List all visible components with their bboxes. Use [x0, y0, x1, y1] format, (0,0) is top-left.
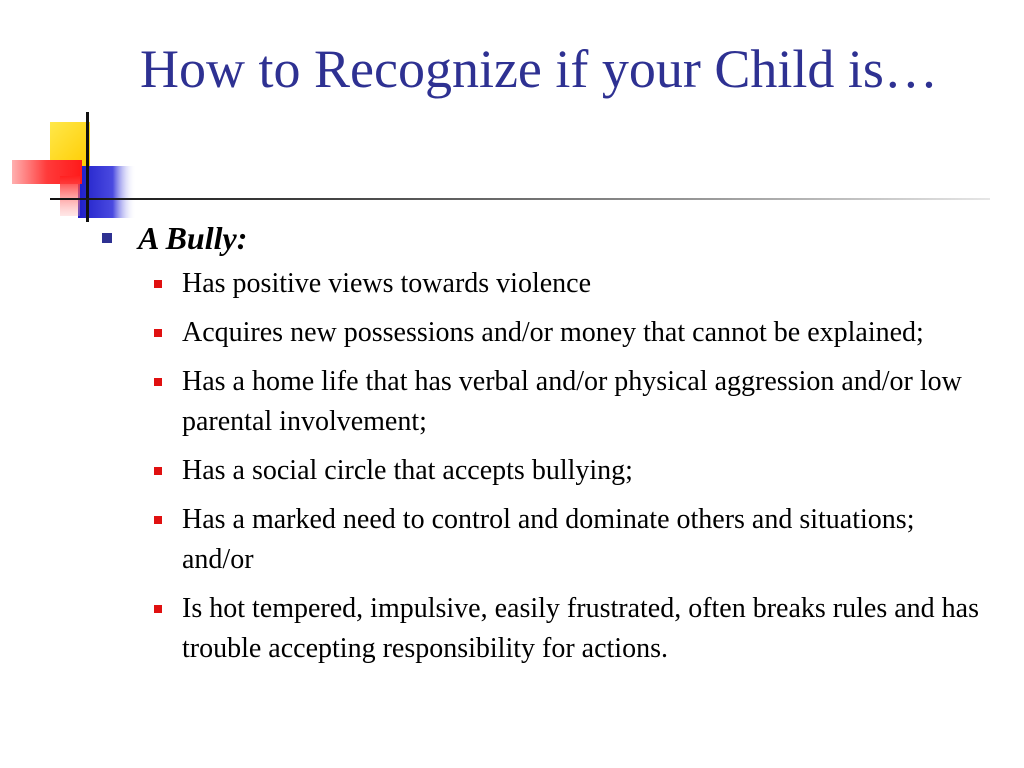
square-bullet-icon	[154, 467, 162, 475]
square-bullet-icon	[154, 378, 162, 386]
main-bullet-item	[100, 218, 980, 669]
sub-bullet-item	[138, 264, 980, 304]
square-bullet-icon	[154, 605, 162, 613]
sub-bullet-item	[138, 500, 980, 580]
corner-decoration-graphic	[0, 0, 140, 230]
sub-bullet-item	[138, 589, 980, 669]
sub-bullet-list	[138, 264, 980, 669]
sub-bullet-item	[138, 451, 980, 491]
slide-title: How to Recognize if your Child is…	[140, 39, 938, 99]
sub-bullet-text: Is hot tempered, impulsive, easily frustrated, often breaks rules and has trouble accepting responsibility for actions.	[182, 593, 979, 664]
sub-bullet-text: Has a marked need to control and dominate others and situations; and/or	[182, 504, 915, 575]
sub-bullet-text: Acquires new possessions and/or money that cannot be explained;	[182, 317, 924, 348]
sub-bullet-item	[138, 362, 980, 442]
sub-bullet-text: Has positive views towards violence	[182, 268, 592, 299]
sub-bullet-item	[138, 313, 980, 353]
sub-bullet-text: Has a social circle that accepts bullying;	[182, 455, 633, 486]
square-bullet-icon	[102, 233, 112, 243]
square-bullet-icon	[154, 516, 162, 524]
title-divider	[50, 198, 990, 200]
main-bullet-text: A Bully:	[138, 220, 248, 256]
square-bullet-icon	[154, 329, 162, 337]
sub-bullet-text: Has a home life that has verbal and/or physical aggression and/or low parental involvement;	[182, 366, 962, 437]
square-bullet-icon	[154, 280, 162, 288]
bullet-list	[100, 218, 980, 678]
